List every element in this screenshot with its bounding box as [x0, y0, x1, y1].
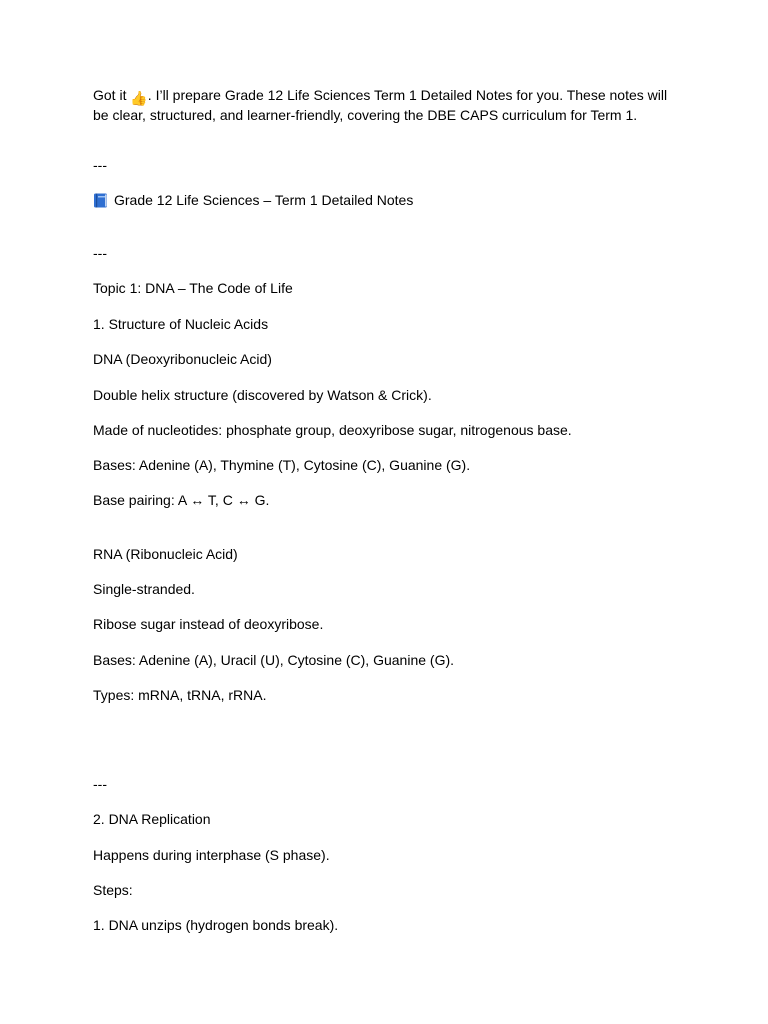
separator-1: ---: [93, 157, 107, 173]
separator-3: ---: [93, 776, 107, 792]
intro-prefix: Got it: [93, 87, 131, 103]
doc-title: [93, 192, 413, 209]
topic-title: Topic 1: DNA – The Code of Life: [93, 280, 293, 296]
replication-point: 1. DNA unzips (hydrogen bonds break).: [93, 917, 339, 933]
intro-text: . I’ll prepare Grade 12 Life Sciences Term 1 Detailed Notes for you. These notes will be clear, structured, and learner-friendly, covering the DBE CAPS curriculum for Term 1.: [93, 87, 668, 123]
blue-book-icon: [93, 193, 108, 208]
dna-heading: DNA (Deoxyribonucleic Acid): [93, 351, 272, 367]
thumbs-up-icon: 👍: [130, 90, 148, 106]
doc-title-text: Grade 12 Life Sciences – Term 1 Detailed Notes: [114, 192, 414, 208]
rna-point: Types: mRNA, tRNA, rRNA.: [93, 687, 267, 703]
dna-point: Base pairing: A ↔ T, C ↔ G.: [93, 492, 270, 508]
replication-point: Steps:: [93, 882, 133, 898]
section-heading: 1. Structure of Nucleic Acids: [93, 316, 269, 332]
rna-heading: RNA (Ribonucleic Acid): [93, 546, 238, 562]
section-heading: 2. DNA Replication: [93, 811, 211, 827]
separator-2: ---: [93, 245, 107, 261]
rna-point: Single-stranded.: [93, 581, 195, 597]
dna-point: Made of nucleotides: phosphate group, deoxyribose sugar, nitrogenous base.: [93, 422, 572, 438]
dna-point: Double helix structure (discovered by Watson & Crick).: [93, 387, 432, 403]
document-page: [93, 0, 693, 1024]
intro-paragraph: [93, 87, 683, 124]
rna-point: Ribose sugar instead of deoxyribose.: [93, 616, 324, 632]
dna-point: Bases: Adenine (A), Thymine (T), Cytosine (C), Guanine (G).: [93, 457, 471, 473]
replication-point: Happens during interphase (S phase).: [93, 847, 330, 863]
rna-point: Bases: Adenine (A), Uracil (U), Cytosine (C), Guanine (G).: [93, 652, 455, 668]
